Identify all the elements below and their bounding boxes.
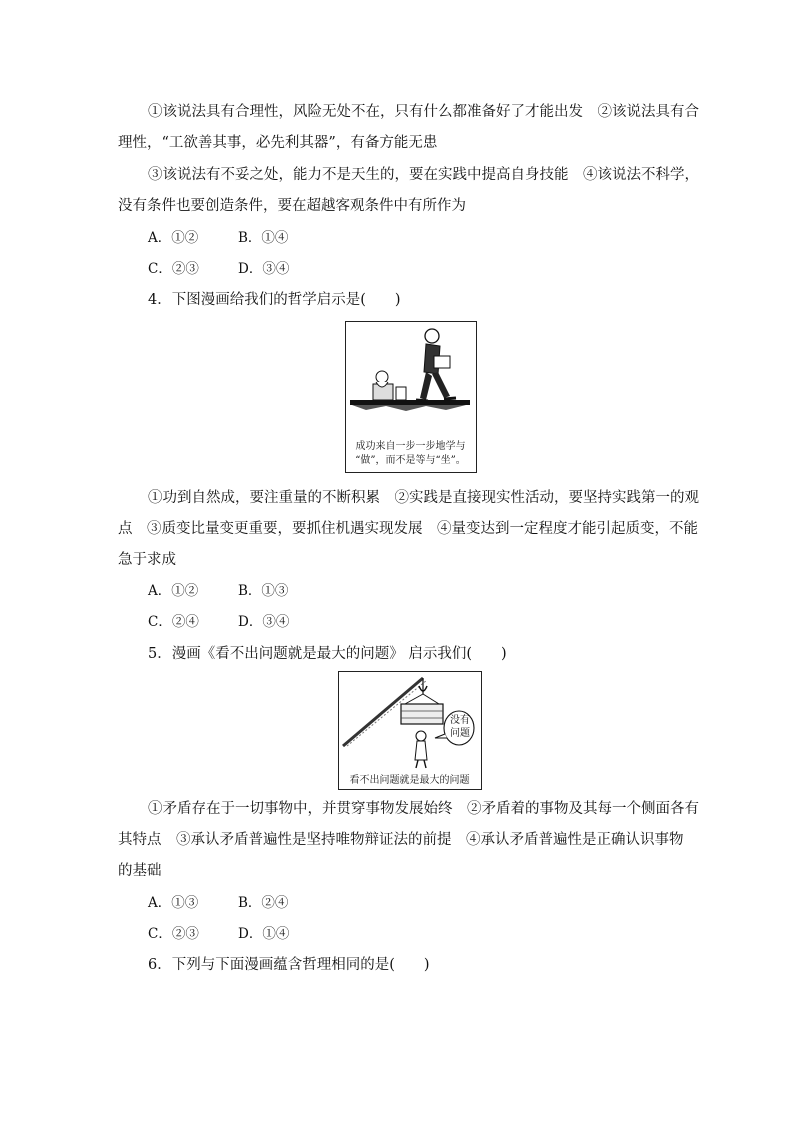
q4-option-c: C．②④ <box>148 614 199 630</box>
q4-cartoon-caption-line-2: “做”，而不是等与“坐”。 <box>355 455 466 466</box>
q3-statement-1-line-2: 理性，“工欲善其事，必先利其器”，有备方能无患 <box>118 135 438 151</box>
q4-cartoon-drawing <box>346 322 475 432</box>
q5-statement-line-2: 其特点 ③承认矛盾普遍性是坚持唯物辩证法的前提 ④承认矛盾普遍性是正确认识事物 <box>118 832 684 848</box>
q3-statement-2-line-1: ③该说法有不妥之处，能力不是天生的，要在实践中提高自身技能 ④该说法不科学， <box>148 167 699 183</box>
q5-statement-line-3: 的基础 <box>118 863 162 879</box>
q5-cartoon <box>338 671 482 790</box>
q5-option-a: A．①③ <box>148 895 199 911</box>
q3-option-d: D．③④ <box>238 261 290 277</box>
q4-statement-line-2: 点 ③质变比量变更重要，要抓住机遇实现发展 ④量变达到一定程度才能引起质变，不能 <box>118 521 698 537</box>
q4-cartoon-caption-line-1: 成功来自一步一步地学与 <box>355 441 466 452</box>
q3-option-b: B．①④ <box>238 230 289 246</box>
q5-statement-line-1: ①矛盾存在于一切事物中，并贯穿事物发展始终 ②矛盾着的事物及其每一个侧面各有 <box>148 801 699 817</box>
q4-statement-line-1: ①功到自然成，要注重量的不断积累 ②实践是直接现实性活动，要坚持实践第一的观 <box>148 490 699 506</box>
q3-option-a: A．①② <box>148 230 199 246</box>
q3-statement-1-line-1: ①该说法具有合理性，风险无处不在，只有什么都准备好了才能出发 ②该说法具有合 <box>148 104 699 120</box>
q4-cartoon <box>345 321 477 473</box>
q3-option-c: C．②③ <box>148 261 199 277</box>
q5-option-c: C．②③ <box>148 926 199 942</box>
q4-option-d: D．③④ <box>238 614 290 630</box>
q4-option-b: B．①③ <box>238 583 289 599</box>
q5-option-b: B．②④ <box>238 895 289 911</box>
q5-bubble-text-line-1: 没有 <box>450 715 470 726</box>
q4-option-a: A．①② <box>148 583 199 599</box>
q5-cartoon-caption: 看不出问题就是最大的问题 <box>349 775 470 786</box>
q3-statement-2-line-2: 没有条件也要创造条件，要在超越客观条件中有所作为 <box>118 198 466 214</box>
q5-option-d: D．①④ <box>238 926 290 942</box>
q5-question: 5．漫画《看不出问题就是最大的问题》 启示我们( ) <box>148 646 507 662</box>
q5-bubble-text-line-2: 问题 <box>450 728 470 739</box>
q6-question: 6．下列与下面漫画蕴含哲理相同的是( ) <box>148 957 430 973</box>
q4-question: 4．下图漫画给我们的哲学启示是( ) <box>148 292 401 308</box>
q4-statement-line-3: 急于求成 <box>118 552 176 568</box>
